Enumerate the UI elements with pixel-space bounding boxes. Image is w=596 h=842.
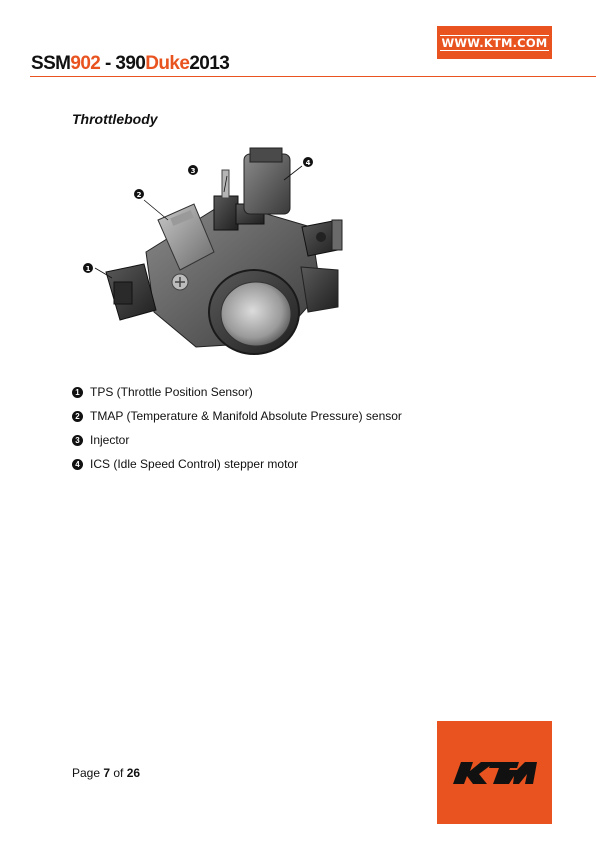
legend-text-ics: ICS (Idle Speed Control) stepper motor	[90, 457, 299, 471]
svg-text:4: 4	[305, 159, 311, 167]
legend-text-tps: TPS (Throttle Position Sensor)	[90, 385, 253, 399]
ktm-url-text: WWW.KTM.COM	[441, 35, 548, 50]
legend-item-tmap	[72, 404, 402, 428]
callout-4	[303, 157, 313, 167]
legend-marker-1: 1	[72, 387, 83, 398]
legend-marker-3: 3	[72, 435, 83, 446]
title-ssm: SSM	[31, 53, 71, 74]
title-model-number: 902	[70, 53, 101, 74]
title-duke: Duke	[145, 53, 190, 74]
legend-marker-2: 2	[72, 411, 83, 422]
ktm-logo-box	[437, 721, 552, 824]
svg-text:2: 2	[136, 191, 142, 199]
title-year: 2013	[189, 53, 230, 74]
callout-1	[83, 263, 93, 273]
ktm-url-badge	[437, 26, 552, 59]
page-total: 26	[126, 766, 141, 780]
throttlebody-figure	[76, 142, 366, 364]
page-number	[72, 766, 140, 780]
svg-text:1: 1	[85, 265, 91, 273]
component-legend	[72, 380, 402, 476]
page-separator: of	[110, 766, 127, 780]
ktm-logo	[453, 758, 537, 788]
svg-text:3: 3	[190, 167, 196, 175]
callout-3	[188, 165, 198, 175]
throttlebody-illustration	[76, 142, 366, 364]
legend-item-tps	[72, 380, 402, 404]
legend-item-ics	[72, 452, 402, 476]
legend-item-injector	[72, 428, 402, 452]
title-separator-390: - 390	[100, 53, 146, 74]
page-prefix: Page	[72, 766, 104, 780]
legend-marker-4: 4	[72, 459, 83, 470]
legend-text-tmap: TMAP (Temperature & Manifold Absolute Pressure) sensor	[90, 409, 402, 423]
legend-text-injector: Injector	[90, 433, 130, 447]
document-title	[31, 53, 229, 75]
callout-2	[134, 189, 144, 199]
header-divider	[30, 76, 596, 77]
section-heading: Throttlebody	[72, 111, 158, 127]
page-current: 7	[103, 766, 111, 780]
